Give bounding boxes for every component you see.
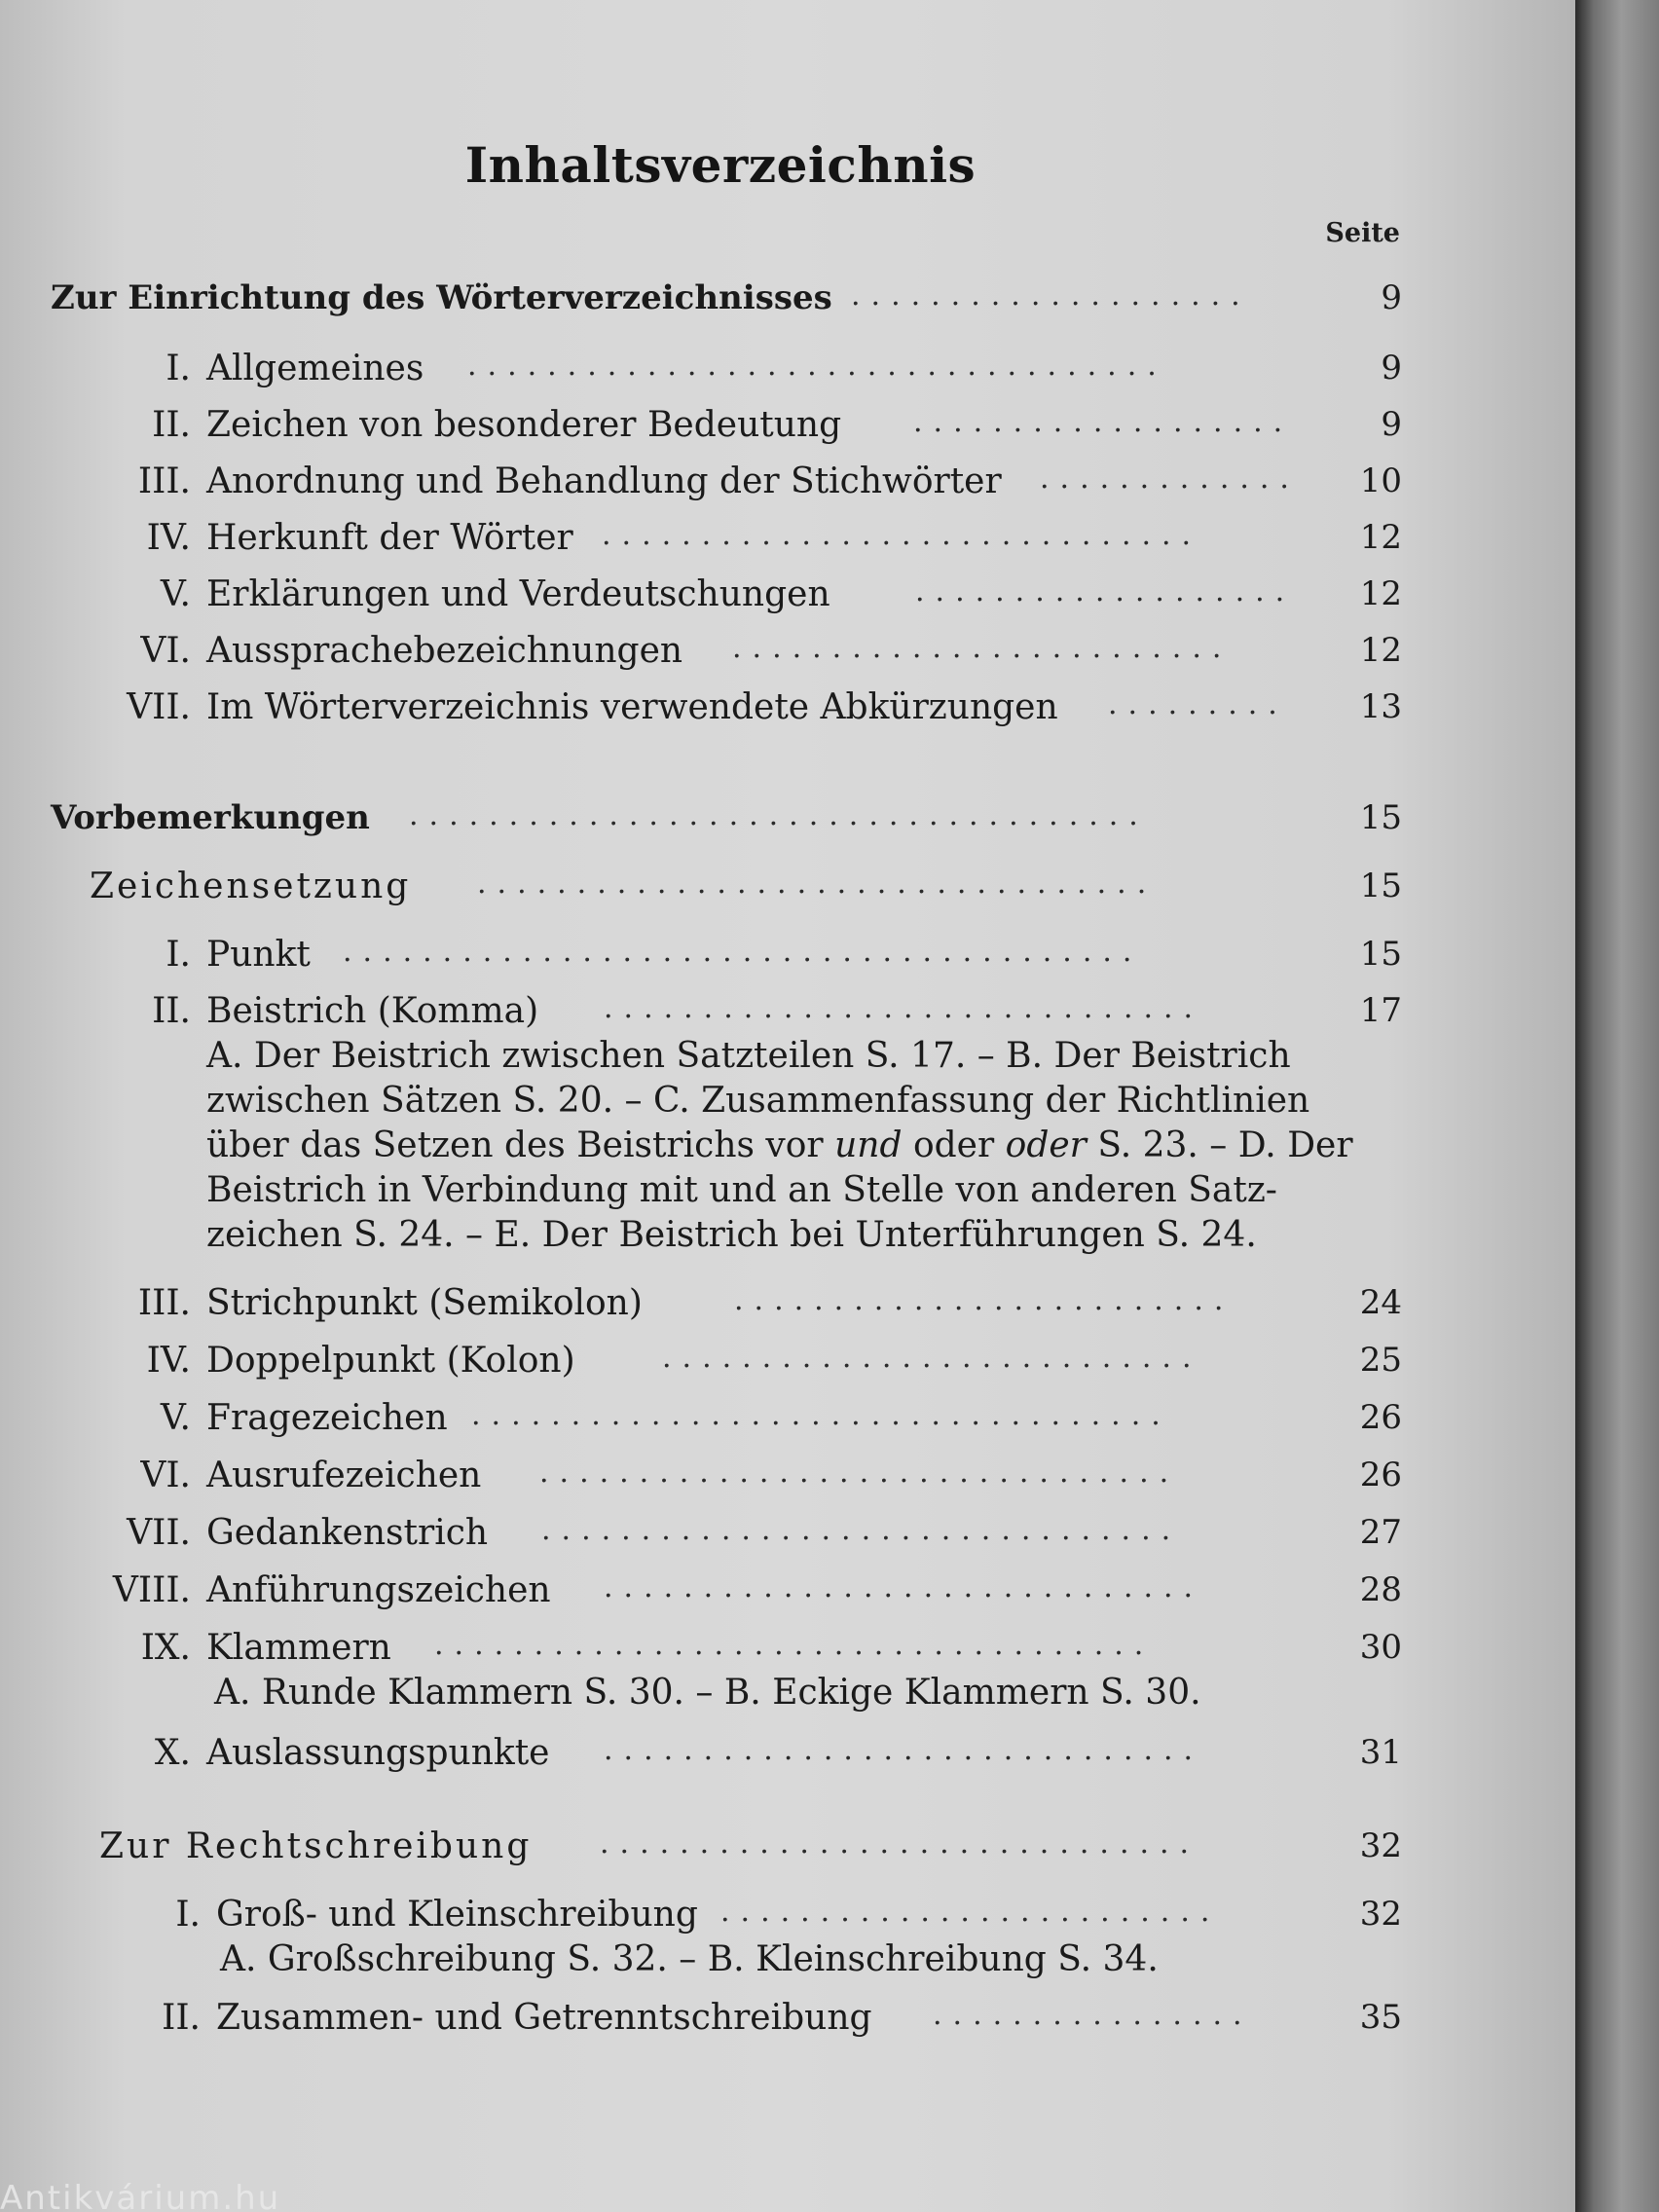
heading-label: Vorbemerkungen xyxy=(51,798,370,837)
desc-line: zwischen Sätzen S. 20. – C. Zusammenfassung der Richtlinien xyxy=(206,1081,1310,1121)
roman-numeral: X. xyxy=(154,1733,191,1773)
leader-dots: ................... xyxy=(913,405,1294,439)
roman-numeral: II. xyxy=(152,405,191,445)
page-number: 17 xyxy=(1359,991,1402,1030)
item-label: Gedankenstrich xyxy=(206,1513,489,1553)
leader-dots: ................................ xyxy=(539,1456,1180,1490)
book-spine xyxy=(1575,0,1659,2212)
desc-text: S. 23. – D. Der xyxy=(1086,1125,1353,1165)
heading-label: Zur Rechtschreibung xyxy=(99,1826,533,1866)
toc-heading-rechtschreibung xyxy=(0,1826,1421,1873)
subheading-label: Zeichensetzung xyxy=(90,866,412,906)
leader-dots: ......... xyxy=(1108,687,1288,721)
item-label: Fragezeichen xyxy=(206,1398,448,1438)
item-label: Strichpunkt (Semikolon) xyxy=(206,1283,643,1323)
desc-text: oder xyxy=(902,1125,1006,1165)
klammern-description: A. Runde Klammern S. 30. – B. Eckige Klammern S. 30. xyxy=(214,1673,1201,1713)
page-number: 26 xyxy=(1359,1398,1402,1437)
item-label: Beistrich (Komma) xyxy=(206,991,539,1031)
page-number: 12 xyxy=(1359,574,1402,613)
leader-dots: ........................................ xyxy=(343,935,1143,969)
page-number: 32 xyxy=(1359,1826,1402,1865)
desc-italic-und: und xyxy=(834,1125,903,1165)
leader-dots: ................... xyxy=(915,574,1296,608)
roman-numeral: VIII. xyxy=(112,1570,191,1610)
item-label: Punkt xyxy=(206,935,311,975)
gross-description: A. Großschreibung S. 32. – B. Kleinschreibung S. 34. xyxy=(220,1939,1159,1979)
roman-numeral: II. xyxy=(162,1998,201,2038)
toc-item xyxy=(0,1998,1421,2045)
roman-numeral: II. xyxy=(152,991,191,1031)
leader-dots: .............................. xyxy=(600,1826,1200,1861)
page-number: 10 xyxy=(1359,461,1402,500)
roman-numeral: V. xyxy=(160,574,191,614)
page-number: 9 xyxy=(1381,278,1402,317)
toc-subheading-zeichensetzung xyxy=(0,866,1421,913)
toc-item xyxy=(0,1513,1421,1560)
leader-dots: ......................... xyxy=(732,631,1233,665)
page-number: 25 xyxy=(1359,1341,1402,1380)
leader-dots: ......................... xyxy=(734,1283,1235,1317)
page-number: 27 xyxy=(1359,1513,1402,1552)
leader-dots: .............................. xyxy=(604,1733,1204,1767)
toc-item xyxy=(0,1733,1421,1780)
roman-numeral: VII. xyxy=(127,1513,191,1553)
leader-dots: .................................. xyxy=(477,866,1158,901)
toc-item xyxy=(0,1628,1421,1675)
item-label: Ausrufezeichen xyxy=(206,1456,482,1495)
desc-line: zeichen S. 24. – E. Der Beistrich bei Unterführungen S. 24. xyxy=(206,1215,1257,1255)
item-label: Klammern xyxy=(206,1628,391,1668)
roman-numeral: VI. xyxy=(140,1456,191,1495)
page-number: 12 xyxy=(1359,518,1402,557)
roman-numeral: III. xyxy=(137,1283,191,1323)
page-number: 13 xyxy=(1359,687,1402,726)
desc-text: über das Setzen des Beistrichs vor xyxy=(206,1125,835,1165)
item-label: Zusammen- und Getrenntschreibung xyxy=(216,1998,872,2038)
leader-dots: ................................... xyxy=(471,1398,1171,1432)
toc-heading-einrichtung xyxy=(0,278,1421,325)
roman-numeral: I. xyxy=(166,935,191,975)
desc-line: Beistrich in Verbindung mit und an Stelle von anderen Satz- xyxy=(206,1170,1277,1210)
page-number: 24 xyxy=(1359,1283,1402,1322)
leader-dots: ................................ xyxy=(541,1513,1182,1547)
toc-item xyxy=(0,687,1421,734)
item-label: Aussprachebezeichnungen xyxy=(206,631,683,671)
toc-item xyxy=(0,1456,1421,1502)
roman-numeral: III. xyxy=(137,461,191,501)
page-number: 15 xyxy=(1359,935,1402,974)
item-label: Allgemeines xyxy=(206,349,424,388)
page-number: 32 xyxy=(1359,1895,1402,1934)
roman-numeral: VI. xyxy=(140,631,191,671)
item-label: Im Wörterverzeichnis verwendete Abkürzungen xyxy=(206,687,1058,727)
page-number: 35 xyxy=(1359,1998,1402,2037)
roman-numeral: IV. xyxy=(146,1341,191,1381)
heading-label: Zur Einrichtung des Wörterverzeichnisses xyxy=(51,278,832,317)
toc-item xyxy=(0,631,1421,678)
page-number: 30 xyxy=(1359,1628,1402,1667)
page-number: 31 xyxy=(1359,1733,1402,1772)
page-number: 15 xyxy=(1359,798,1402,837)
leader-dots: ......................... xyxy=(720,1895,1221,1929)
toc-item xyxy=(0,991,1421,1038)
toc-item xyxy=(0,518,1421,565)
leader-dots: .................... xyxy=(851,278,1251,313)
desc-line xyxy=(206,1124,1404,1168)
toc-item xyxy=(0,1398,1421,1445)
toc-item xyxy=(0,461,1421,508)
roman-numeral: I. xyxy=(175,1895,201,1935)
leader-dots: .............................. xyxy=(604,1570,1204,1604)
page-number: 12 xyxy=(1359,631,1402,670)
leader-dots: .............................. xyxy=(602,518,1202,552)
leader-dots: ..................................... xyxy=(409,798,1149,832)
page-title: Inhaltsverzeichnis xyxy=(464,136,977,194)
item-label: Groß- und Kleinschreibung xyxy=(216,1895,698,1935)
item-label: Erklärungen und Verdeutschungen xyxy=(206,574,830,614)
toc-item xyxy=(0,349,1421,395)
page-number: 9 xyxy=(1381,405,1402,444)
toc-item xyxy=(0,574,1421,621)
toc-item xyxy=(0,405,1421,452)
desc-italic-oder: oder xyxy=(1005,1125,1087,1165)
toc-item xyxy=(0,1341,1421,1387)
item-label: Anordnung und Behandlung der Stichwörter xyxy=(206,461,1002,501)
roman-numeral: I. xyxy=(166,349,191,388)
roman-numeral: V. xyxy=(160,1398,191,1438)
toc-item xyxy=(0,935,1421,981)
leader-dots: ........................... xyxy=(662,1341,1202,1375)
page-number: 15 xyxy=(1359,866,1402,905)
item-label: Auslassungspunkte xyxy=(206,1733,550,1773)
watermark: Antikvárium.hu xyxy=(0,2179,281,2212)
page-number: 9 xyxy=(1381,349,1402,387)
leader-dots: ................................... xyxy=(467,349,1167,383)
page-number: 28 xyxy=(1359,1570,1402,1609)
toc-heading-vorbemerkungen xyxy=(0,798,1421,845)
toc-item xyxy=(0,1283,1421,1330)
leader-dots: ................ xyxy=(933,1998,1253,2032)
item-label: Doppelpunkt (Kolon) xyxy=(206,1341,575,1381)
leader-dots: ............. xyxy=(1040,461,1300,496)
roman-numeral: IV. xyxy=(146,518,191,558)
item-label: Anführungszeichen xyxy=(206,1570,551,1610)
page-number: 26 xyxy=(1359,1456,1402,1494)
toc-item xyxy=(0,1895,1421,1941)
item-label: Herkunft der Wörter xyxy=(206,518,573,558)
page-column-label: Seite xyxy=(1325,218,1400,248)
roman-numeral: VII. xyxy=(127,687,191,727)
leader-dots: .............................. xyxy=(604,991,1204,1025)
leader-dots: .................................... xyxy=(434,1628,1155,1662)
desc-line: A. Der Beistrich zwischen Satzteilen S. 17. – B. Der Beistrich xyxy=(206,1036,1291,1076)
roman-numeral: IX. xyxy=(140,1628,191,1668)
item-label: Zeichen von besonderer Bedeutung xyxy=(206,405,842,445)
toc-item xyxy=(0,1570,1421,1617)
beistrich-description xyxy=(206,1034,1404,1258)
